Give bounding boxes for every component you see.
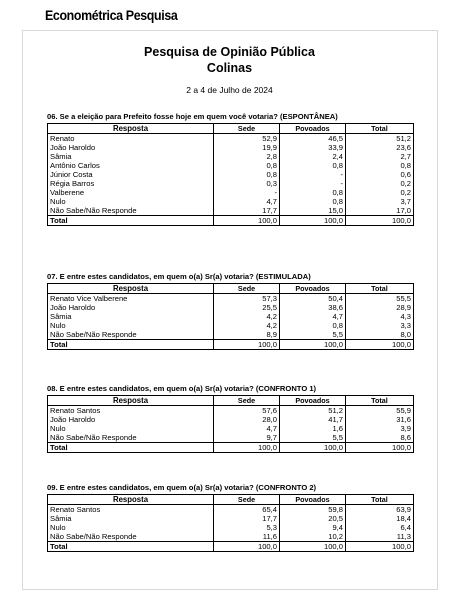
- percent-cell: 9,7: [214, 433, 280, 443]
- percent-cell: -: [214, 188, 280, 197]
- total-cell: 100,0: [280, 216, 346, 226]
- table-row: [48, 321, 414, 330]
- page-title: Pesquisa de Opinião Pública: [144, 45, 315, 59]
- total-cell: 100,0: [346, 216, 414, 226]
- table-header-row: [48, 495, 414, 505]
- percent-cell: -: [280, 170, 346, 179]
- question-08-table: [47, 395, 414, 453]
- total-cell: 100,0: [280, 443, 346, 453]
- total-cell: 100,0: [346, 443, 414, 453]
- table-total-row: [48, 340, 414, 350]
- response-label: Nulo: [48, 424, 214, 433]
- response-label: Sâmia: [48, 152, 214, 161]
- table-total-row: [48, 443, 414, 453]
- question-06-section: [47, 112, 415, 226]
- percent-cell: 52,9: [214, 134, 280, 144]
- total-label: Total: [48, 443, 214, 453]
- percent-cell: 18,4: [346, 514, 414, 523]
- percent-cell: 8,0: [346, 330, 414, 340]
- question-09-table: [47, 494, 414, 552]
- percent-cell: 4,7: [214, 197, 280, 206]
- question-07-section: [47, 272, 415, 350]
- question-06-title: 06. Se a eleição para Prefeito fosse hoje em quem você votaria? (ESPONTÂNEA): [47, 112, 338, 121]
- table-row: [48, 134, 414, 144]
- table-row: [48, 143, 414, 152]
- response-label: Nulo: [48, 523, 214, 532]
- column-header: Total: [346, 284, 414, 294]
- question-08-title: 08. E entre estes candidatos, em quem o(a) Sr(a) votaria? (CONFRONTO 1): [47, 384, 317, 393]
- percent-cell: 31,6: [346, 415, 414, 424]
- percent-cell: 57,3: [214, 294, 280, 304]
- column-header: Sede: [214, 495, 280, 505]
- table-header-row: [48, 396, 414, 406]
- column-header: Resposta: [48, 495, 214, 505]
- column-header: Total: [346, 495, 414, 505]
- percent-cell: 0,8: [280, 321, 346, 330]
- table-total-row: [48, 216, 414, 226]
- question-08-section: [47, 384, 415, 453]
- page-subtitle: Colinas: [206, 61, 253, 75]
- response-label: Renato Santos: [48, 406, 214, 416]
- column-header: Sede: [214, 284, 280, 294]
- response-label: Nulo: [48, 321, 214, 330]
- response-label: Júnior Costa: [48, 170, 214, 179]
- percent-cell: 5,5: [280, 433, 346, 443]
- table-row: [48, 161, 414, 170]
- percent-cell: 65,4: [214, 505, 280, 515]
- percent-cell: 28,9: [346, 303, 414, 312]
- percent-cell: 4,7: [214, 424, 280, 433]
- table-row: [48, 206, 414, 216]
- brand-logo-text: Econométrica Pesquisa: [45, 8, 178, 23]
- question-07-table: [47, 283, 414, 350]
- table-header-row: [48, 124, 414, 134]
- total-cell: 100,0: [346, 340, 414, 350]
- percent-cell: 4,7: [280, 312, 346, 321]
- table-row: [48, 303, 414, 312]
- percent-cell: 15,0: [280, 206, 346, 216]
- percent-cell: 10,2: [280, 532, 346, 542]
- response-label: Renato Vice Valberene: [48, 294, 214, 304]
- table-total-row: [48, 542, 414, 552]
- table-row: [48, 152, 414, 161]
- percent-cell: 59,8: [280, 505, 346, 515]
- percent-cell: 19,9: [214, 143, 280, 152]
- response-label: Valberene: [48, 188, 214, 197]
- percent-cell: 55,5: [346, 294, 414, 304]
- total-cell: 100,0: [214, 542, 280, 552]
- percent-cell: 0,6: [346, 170, 414, 179]
- percent-cell: 33,9: [280, 143, 346, 152]
- total-label: Total: [48, 216, 214, 226]
- response-label: Não Sabe/Não Responde: [48, 206, 214, 216]
- table-row: [48, 179, 414, 188]
- column-header: Total: [346, 124, 414, 134]
- response-label: Não Sabe/Não Responde: [48, 433, 214, 443]
- percent-cell: 46,5: [280, 134, 346, 144]
- percent-cell: 2,8: [214, 152, 280, 161]
- response-label: Renato: [48, 134, 214, 144]
- response-label: Renato Santos: [48, 505, 214, 515]
- percent-cell: 11,6: [214, 532, 280, 542]
- percent-cell: 50,4: [280, 294, 346, 304]
- table-row: [48, 505, 414, 515]
- percent-cell: 6,4: [346, 523, 414, 532]
- column-header: Resposta: [48, 124, 214, 134]
- percent-cell: 55,9: [346, 406, 414, 416]
- percent-cell: 2,7: [346, 152, 414, 161]
- percent-cell: 28,0: [214, 415, 280, 424]
- percent-cell: 3,3: [346, 321, 414, 330]
- question-06-table: [47, 123, 414, 226]
- percent-cell: 0,8: [280, 188, 346, 197]
- percent-cell: 2,4: [280, 152, 346, 161]
- table-row: [48, 170, 414, 179]
- total-label: Total: [48, 542, 214, 552]
- percent-cell: 23,6: [346, 143, 414, 152]
- percent-cell: 17,7: [214, 514, 280, 523]
- column-header: Povoados: [280, 284, 346, 294]
- column-header: Sede: [214, 124, 280, 134]
- percent-cell: 0,8: [214, 161, 280, 170]
- percent-cell: 3,7: [346, 197, 414, 206]
- percent-cell: 0,8: [214, 170, 280, 179]
- percent-cell: 0,8: [346, 161, 414, 170]
- response-label: Sâmia: [48, 514, 214, 523]
- percent-cell: 1,6: [280, 424, 346, 433]
- table-row: [48, 406, 414, 416]
- percent-cell: 0,2: [346, 179, 414, 188]
- percent-cell: 63,9: [346, 505, 414, 515]
- total-cell: 100,0: [214, 216, 280, 226]
- column-header: Resposta: [48, 284, 214, 294]
- percent-cell: 4,2: [214, 312, 280, 321]
- percent-cell: 8,6: [346, 433, 414, 443]
- column-header: Sede: [214, 396, 280, 406]
- table-row: [48, 312, 414, 321]
- question-07-title: 07. E entre estes candidatos, em quem o(a) Sr(a) votaria? (ESTIMULADA): [47, 272, 311, 281]
- percent-cell: 0,3: [214, 179, 280, 188]
- table-row: [48, 433, 414, 443]
- percent-cell: 5,3: [214, 523, 280, 532]
- percent-cell: 38,6: [280, 303, 346, 312]
- percent-cell: 0,2: [346, 188, 414, 197]
- response-label: Nulo: [48, 197, 214, 206]
- survey-date: 2 a 4 de Julho de 2024: [186, 85, 273, 95]
- response-label: Não Sabe/Não Responde: [48, 532, 214, 542]
- table-header-row: [48, 284, 414, 294]
- table-row: [48, 523, 414, 532]
- total-cell: 100,0: [214, 443, 280, 453]
- table-row: [48, 188, 414, 197]
- percent-cell: 41,7: [280, 415, 346, 424]
- total-cell: 100,0: [214, 340, 280, 350]
- table-row: [48, 294, 414, 304]
- percent-cell: 20,5: [280, 514, 346, 523]
- table-row: [48, 197, 414, 206]
- percent-cell: 9,4: [280, 523, 346, 532]
- response-label: João Haroldo: [48, 415, 214, 424]
- percent-cell: 0,8: [280, 197, 346, 206]
- percent-cell: 4,2: [214, 321, 280, 330]
- percent-cell: 25,5: [214, 303, 280, 312]
- percent-cell: -: [280, 179, 346, 188]
- response-label: Sâmia: [48, 312, 214, 321]
- column-header: Povoados: [280, 124, 346, 134]
- total-cell: 100,0: [280, 542, 346, 552]
- question-09-title: 09. E entre estes candidatos, em quem o(a) Sr(a) votaria? (CONFRONTO 2): [47, 483, 317, 492]
- table-row: [48, 424, 414, 433]
- table-row: [48, 415, 414, 424]
- percent-cell: 8,9: [214, 330, 280, 340]
- response-label: João Haroldo: [48, 303, 214, 312]
- column-header: Total: [346, 396, 414, 406]
- column-header: Resposta: [48, 396, 214, 406]
- percent-cell: 17,7: [214, 206, 280, 216]
- percent-cell: 11,3: [346, 532, 414, 542]
- table-row: [48, 330, 414, 340]
- percent-cell: 4,3: [346, 312, 414, 321]
- total-cell: 100,0: [346, 542, 414, 552]
- column-header: Povoados: [280, 396, 346, 406]
- percent-cell: 17,0: [346, 206, 414, 216]
- percent-cell: 51,2: [346, 134, 414, 144]
- question-09-section: [47, 483, 415, 552]
- response-label: Antônio Carlos: [48, 161, 214, 170]
- response-label: Régia Barros: [48, 179, 214, 188]
- percent-cell: 3,9: [346, 424, 414, 433]
- response-label: Não Sabe/Não Responde: [48, 330, 214, 340]
- total-cell: 100,0: [280, 340, 346, 350]
- percent-cell: 51,2: [280, 406, 346, 416]
- column-header: Povoados: [280, 495, 346, 505]
- response-label: João Haroldo: [48, 143, 214, 152]
- percent-cell: 0,8: [280, 161, 346, 170]
- table-row: [48, 532, 414, 542]
- table-row: [48, 514, 414, 523]
- percent-cell: 5,5: [280, 330, 346, 340]
- total-label: Total: [48, 340, 214, 350]
- percent-cell: 57,6: [214, 406, 280, 416]
